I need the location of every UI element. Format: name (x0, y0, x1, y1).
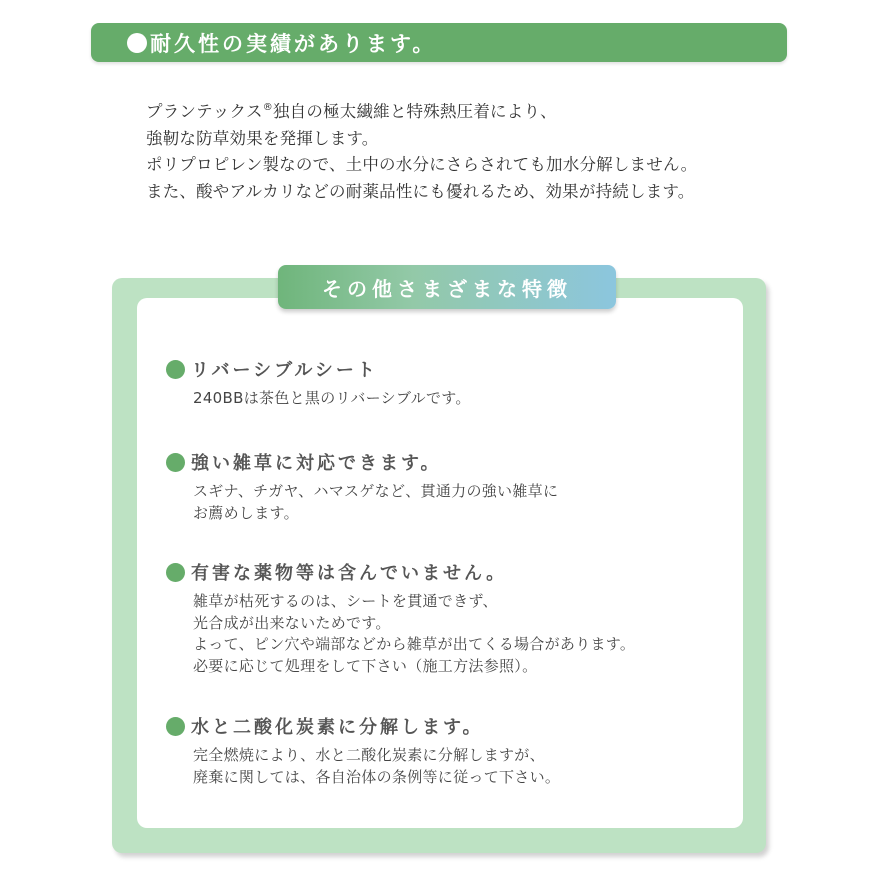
feature-title: 有害な薬物等は含んでいません。 (191, 563, 508, 584)
section-header (91, 23, 787, 62)
features-badge (278, 265, 616, 309)
bullet-circle-icon (166, 563, 185, 582)
feature-item-strong-weeds (166, 449, 746, 524)
feature-description (193, 745, 746, 788)
feature-line: 廃棄に関しては、各自治体の条例等に従って下さい。 (193, 767, 561, 786)
intro-line-2: 強靭な防草効果を発揮します。 (146, 128, 379, 148)
feature-line: 必要に応じて処理をして下さい（施工方法参照）。 (193, 656, 538, 675)
feature-description (193, 388, 746, 410)
feature-description (193, 591, 746, 677)
bullet-circle-icon (166, 360, 185, 379)
features-badge-title: その他さまざまな特徴 (322, 276, 572, 301)
section-title: 耐久性の実績があります。 (150, 31, 437, 56)
feature-title: リバーシブルシート (191, 360, 378, 381)
bullet-circle-icon (166, 717, 185, 736)
intro-line-1-pre: プランテックス (146, 102, 263, 121)
feature-line: 光合成が出来ないためです。 (193, 613, 391, 632)
feature-line: スギナ、チガヤ、ハマスゲなど、貫通力の強い雑草に (193, 482, 559, 500)
intro-line-4: また、酸やアルカリなどの耐薬品性にも優れるため、効果が持続します。 (146, 181, 695, 201)
feature-description (193, 481, 746, 524)
feature-line: 240BBは茶色と黒のリバーシブルです。 (193, 389, 471, 407)
intro-paragraph (146, 99, 846, 205)
registered-mark: ® (262, 102, 273, 113)
feature-item-decomposition (166, 713, 746, 788)
feature-item-no-chemicals (166, 559, 746, 677)
feature-line: よって、ピン穴や端部などから雑草が出てくる場合があります。 (193, 635, 636, 653)
feature-line: 雑草が枯死するのは、シートを貫通できず、 (193, 592, 498, 610)
bullet-circle-icon (127, 33, 147, 53)
feature-title: 強い雑草に対応できます。 (191, 453, 442, 474)
feature-item-reversible (166, 356, 746, 410)
feature-line: 完全燃焼により、水と二酸化炭素に分解しますが、 (193, 746, 545, 764)
bullet-circle-icon (166, 453, 185, 472)
intro-line-1 (146, 99, 846, 126)
intro-line-3: ポリプロピレン製なので、土中の水分にさらされても加水分解しません。 (146, 155, 698, 174)
feature-title: 水と二酸化炭素に分解します。 (191, 717, 484, 738)
intro-line-1-post: 独自の極太繊維と特殊熱圧着により、 (272, 102, 557, 121)
feature-line: お薦めします。 (193, 503, 299, 522)
